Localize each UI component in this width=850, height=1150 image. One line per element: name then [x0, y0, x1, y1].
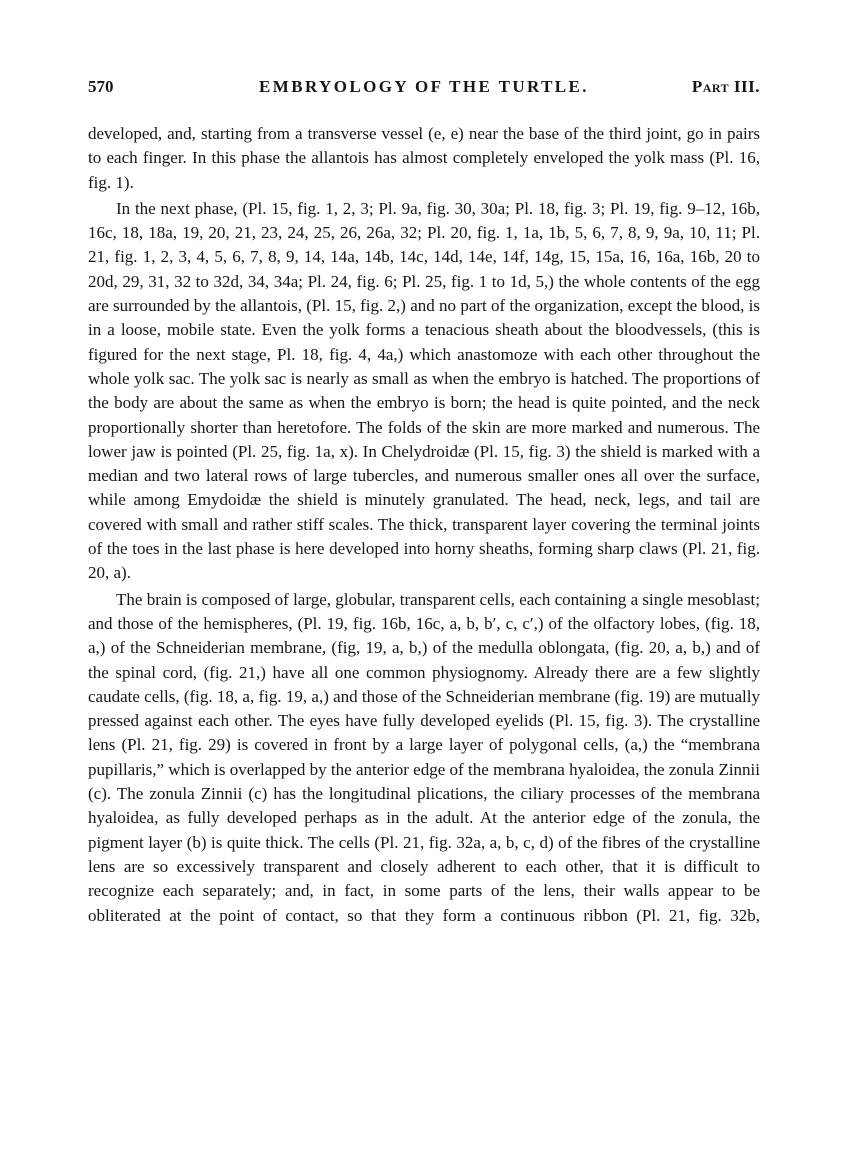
running-head	[88, 72, 760, 102]
paragraph-brain: The brain is composed of large, globular, transparent cells, each containing a single mesoblast; and those of the hemispheres, (Pl. 19, fig. 16b, 16c, a, b, b′, c, c′,) of the olfactory lobes, (fig. 18, a,) of the Schneiderian membrane, (fig, 19, a, b,) of the medulla oblongata, (fig. 20, a, b,) and of the spinal cord, (fig. 21,) have all one common physiognomy. Already there are a few slightly caudate cells, (fig. 18, a, fig. 19, a,) and those of the Schneiderian membrane (fig. 19) are mutually pressed against each other. The eyes have fully developed eyelids (Pl. 15, fig. 3). The crystalline lens (Pl. 21, fig. 29) is covered in front by a large layer of polygonal cells, (a,) the “membrana pupillaris,” which is overlapped by the anterior edge of the membrana hyaloidea, the zonula Zinnii (c). The zonula Zinnii (c) has the longitudinal plications, the ciliary processes of the membrana hyaloidea, as fully developed perhaps as in the adult. At the anterior edge of the zonula, the pigment layer (b) is quite thick. The cells (Pl. 21, fig. 32a, a, b, c, d) of the fibres of the crystalline lens are so excessively transparent and closely adherent to each other, that it is difficult to recognize each separately; and, in fact, in some parts of the lens, their walls appear to be obliterated at the point of contact, so that they form a continuous ribbon (Pl. 21, fig. 32b,	[88, 589, 760, 925]
book-page	[88, 72, 760, 930]
part-label: Part III.	[691, 77, 760, 96]
body-text	[88, 122, 760, 928]
running-title: EMBRYOLOGY OF THE TURTLE.	[259, 77, 589, 96]
page-number: 570	[88, 77, 114, 96]
paragraph-continuation: developed, and, starting from a transverse vessel (e, e) near the base of the third joint, go in pairs to each finger. In this phase the allantois has almost completely enveloped the yolk mass (Pl. 16, fig. 1).	[88, 124, 760, 192]
paragraph-next-phase: In the next phase, (Pl. 15, fig. 1, 2, 3; Pl. 9a, fig. 30, 30a; Pl. 18, fig. 3; Pl. 19, fig. 9–12, 16b, 16c, 18, 18a, 19, 20, 21, 23, 24, 25, 26, 26a, 32; Pl. 20, fig. 1, 1a, 1b, 5, 6, 7, 8, 9, 9a, 10, 11; Pl. 21, fig. 1, 2, 3, 4, 5, 6, 7, 8, 9, 14, 14a, 14b, 14c, 14d, 14e, 14f, 14g, 15, 15a, 16, 16a, 16b, 20 to 20d, 29, 31, 32 to 32d, 34, 34a; Pl. 24, fig. 6; Pl. 25, fig. 1 to 1d, 5,) the whole contents of the egg are surrounded by the allantois, (Pl. 15, fig. 2,) and no part of the organization, except the blood, is in a loose, mobile state. Even the yolk forms a tenacious sheath about the bloodvessels, (this is figured for the next stage, Pl. 18, fig. 4, 4a,) which anastomoze with each other throughout the whole yolk sac. The yolk sac is nearly as small as when the embryo is hatched. The proportions of the body are about the same as when the embryo is born; the head is quite pointed, and the neck proportionally shorter than heretofore. The folds of the skin are more marked and numerous. The lower jaw is pointed (Pl. 25, fig. 1a, x). In Chelydroidæ (Pl. 15, fig. 3) the shield is marked with a median and two lateral rows of large tubercles, and numerous smaller ones all over the surface, while among Emydoidæ the shield is minutely granulated. The head, neck, legs, and tail are covered with small and rather stiff scales. The thick, transparent layer covering the terminal joints of the toes in the last phase is here developed into horny sheaths, forming sharp claws (Pl. 21, fig. 20, a).	[88, 198, 760, 583]
